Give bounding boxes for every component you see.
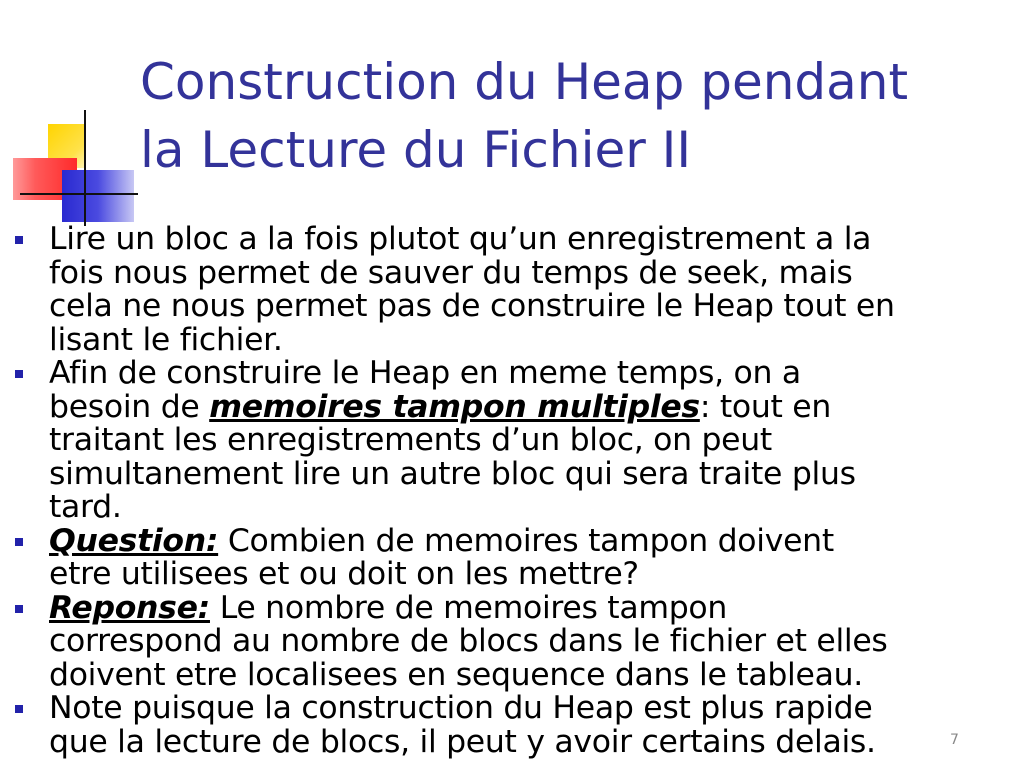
bullet-line [49,455,1024,492]
bullet-text: Note puisque la construction du Heap est plus rapide [49,690,873,726]
bullet-text: Combien de memoires tampon doivent [218,522,834,559]
bullet-item [0,223,1024,357]
bullet-item [0,522,1024,592]
bullet-text: : tout en [699,388,832,425]
emphasized-text: Reponse: [49,589,210,626]
bullet-item [0,692,1024,759]
bullet-text: que la lecture de blocs, il peut y avoir certains delais. [49,723,876,760]
bullet-line [49,522,1024,559]
bullet-line [49,223,1024,257]
bullet-text: simultanement lire un autre bloc qui sera traite plus [49,455,856,492]
bullet-line [49,424,1024,458]
bullet-marker-icon [15,538,23,546]
bullet-line [49,321,1024,358]
emphasized-text: Question: [49,522,219,559]
bullet-text: doivent etre localisees en sequence dans le tableau. [49,656,863,693]
bullet-text: Afin de construire le Heap en meme temps, on a [49,355,801,391]
page-number: 7 [950,732,959,748]
bullet-line [49,388,1024,425]
bullet-marker-icon [15,605,23,613]
bullet-line [49,491,1024,525]
emphasized-text: memoires tampon multiples [209,388,700,425]
bullet-text: fois nous permet de sauver du temps de seek, mais [49,254,853,291]
bullet-text: lisant le fichier. [49,321,283,358]
bullet-text: besoin de [49,388,210,425]
bullet-text: traitant les enregistrements d’un bloc, on peut [49,422,772,458]
bullet-marker-icon [15,236,23,244]
bullet-line [49,357,1024,391]
horizontal-line-shape [20,193,138,195]
bullet-line [49,656,1024,693]
vertical-line-shape [84,110,86,226]
slide-title-line-2: la Lecture du Fichier II [140,121,692,179]
bullet-list [0,223,1024,759]
slide-title-line-1: Construction du Heap pendant [140,53,909,111]
bullet-text: etre utilisees et ou doit on les mettre? [49,556,639,592]
decorative-logo [0,0,150,230]
bullet-line [49,625,1024,659]
bullet-marker-icon [15,370,23,378]
blue-rectangle-shape [62,170,134,222]
bullet-line [49,589,1024,626]
bullet-line [49,558,1024,592]
bullet-line [49,692,1024,726]
bullet-line [49,290,1024,324]
bullet-text: Lire un bloc a la fois plutot qu’un enregistrement a la [49,221,872,257]
bullet-item [0,357,1024,525]
bullet-text: correspond au nombre de blocs dans le fichier et elles [49,623,888,659]
bullet-line [49,254,1024,291]
bullet-text: Le nombre de memoires tampon [209,589,728,626]
bullet-text: tard. [49,489,122,525]
bullet-item [0,589,1024,693]
bullet-text: cela ne nous permet pas de construire le Heap tout en [49,288,895,324]
slide-title [140,48,1020,184]
bullet-marker-icon [15,705,23,713]
bullet-line [49,723,1024,760]
